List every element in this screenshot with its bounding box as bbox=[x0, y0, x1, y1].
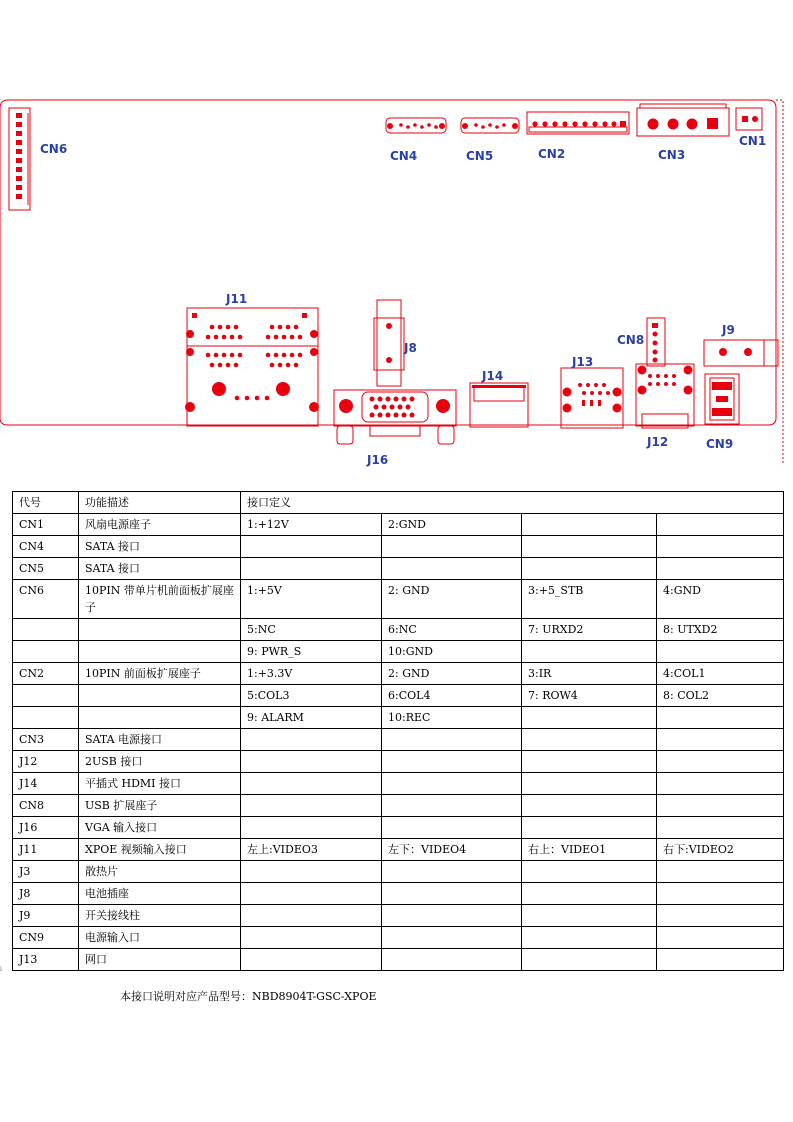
table-cell bbox=[657, 707, 784, 729]
table-cell bbox=[657, 883, 784, 905]
table-cell: J14 bbox=[13, 773, 79, 795]
table-row bbox=[13, 580, 784, 619]
table-cell: 3:IR bbox=[522, 663, 657, 685]
table-cell bbox=[522, 883, 657, 905]
table-cell bbox=[79, 641, 241, 663]
table-cell bbox=[13, 641, 79, 663]
table-cell bbox=[522, 707, 657, 729]
interface-table-body bbox=[13, 492, 784, 971]
table-cell: CN9 bbox=[13, 927, 79, 949]
table-cell bbox=[657, 861, 784, 883]
table-cell bbox=[657, 514, 784, 536]
table-row bbox=[13, 751, 784, 773]
table-header-row bbox=[13, 492, 784, 514]
table-cell: CN2 bbox=[13, 663, 79, 685]
table-cell bbox=[657, 773, 784, 795]
table-cell: 6:COL4 bbox=[382, 685, 522, 707]
table-cell bbox=[522, 927, 657, 949]
table-cell bbox=[13, 707, 79, 729]
table-cell: 5:NC bbox=[241, 619, 382, 641]
label-j16: J16 bbox=[367, 453, 389, 467]
table-cell: 10:REC bbox=[382, 707, 522, 729]
table-cell bbox=[657, 751, 784, 773]
table-cell: CN4 bbox=[13, 536, 79, 558]
table-cell: 10PIN 前面板扩展座子 bbox=[79, 663, 241, 685]
label-j9: J9 bbox=[722, 323, 735, 337]
label-cn6: CN6 bbox=[40, 142, 68, 156]
table-row bbox=[13, 619, 784, 641]
j13-connector bbox=[561, 368, 623, 428]
table-cell bbox=[241, 949, 382, 971]
table-cell: 平插式 HDMI 接口 bbox=[79, 773, 241, 795]
table-cell: 2: GND bbox=[382, 580, 522, 619]
table-row bbox=[13, 641, 784, 663]
table-cell bbox=[522, 751, 657, 773]
table-cell bbox=[13, 619, 79, 641]
table-cell bbox=[382, 883, 522, 905]
table-cell bbox=[657, 729, 784, 751]
table-row bbox=[13, 558, 784, 580]
table-cell: 2:GND bbox=[382, 514, 522, 536]
table-cell: 9: PWR_S bbox=[241, 641, 382, 663]
table-cell bbox=[241, 861, 382, 883]
table-cell: J11 bbox=[13, 839, 79, 861]
j11-connector bbox=[187, 308, 318, 426]
table-cell bbox=[382, 795, 522, 817]
table-cell bbox=[79, 707, 241, 729]
table-cell bbox=[657, 817, 784, 839]
table-cell: 4:GND bbox=[657, 580, 784, 619]
table-cell: 1:+12V bbox=[241, 514, 382, 536]
label-cn8: CN8 bbox=[617, 333, 645, 347]
table-cell bbox=[79, 685, 241, 707]
table-cell: 右下:VIDEO2 bbox=[657, 839, 784, 861]
j8-connector bbox=[377, 300, 401, 386]
table-cell: 电池插座 bbox=[79, 883, 241, 905]
table-cell: 10:GND bbox=[382, 641, 522, 663]
stray-mark: i bbox=[0, 966, 2, 973]
table-cell: 7: ROW4 bbox=[522, 685, 657, 707]
table-cell bbox=[522, 795, 657, 817]
table-cell bbox=[79, 619, 241, 641]
table-cell: 8: UTXD2 bbox=[657, 619, 784, 641]
table-cell: 开关接线柱 bbox=[79, 905, 241, 927]
table-cell bbox=[657, 641, 784, 663]
table-cell: 左下：VIDEO4 bbox=[382, 839, 522, 861]
label-cn1: CN1 bbox=[739, 134, 767, 148]
table-cell bbox=[382, 905, 522, 927]
label-j12: J12 bbox=[647, 435, 669, 449]
table-cell bbox=[241, 927, 382, 949]
table-cell bbox=[522, 514, 657, 536]
table-cell bbox=[382, 817, 522, 839]
table-cell: 5:COL3 bbox=[241, 685, 382, 707]
table-cell: J3 bbox=[13, 861, 79, 883]
table-cell bbox=[522, 773, 657, 795]
table-cell: 电源输入口 bbox=[79, 927, 241, 949]
table-cell: 6:NC bbox=[382, 619, 522, 641]
table-cell bbox=[382, 861, 522, 883]
table-cell: J9 bbox=[13, 905, 79, 927]
table-cell: J12 bbox=[13, 751, 79, 773]
table-cell bbox=[657, 927, 784, 949]
interface-table bbox=[12, 491, 784, 971]
table-row bbox=[13, 817, 784, 839]
cn1-connector bbox=[736, 108, 762, 130]
table-cell: 1:+5V bbox=[241, 580, 382, 619]
table-cell bbox=[241, 729, 382, 751]
label-j8: J8 bbox=[404, 341, 417, 355]
table-cell: CN6 bbox=[13, 580, 79, 619]
table-cell bbox=[522, 817, 657, 839]
pcb-diagram bbox=[0, 0, 793, 470]
table-cell: SATA 电源接口 bbox=[79, 729, 241, 751]
table-cell: USB 扩展座子 bbox=[79, 795, 241, 817]
table-row bbox=[13, 663, 784, 685]
table-row bbox=[13, 536, 784, 558]
table-row bbox=[13, 839, 784, 861]
table-cell: 散热片 bbox=[79, 861, 241, 883]
table-cell bbox=[382, 927, 522, 949]
label-cn9: CN9 bbox=[706, 437, 734, 451]
j14-connector bbox=[470, 383, 528, 427]
table-cell bbox=[241, 751, 382, 773]
table-cell bbox=[241, 536, 382, 558]
table-cell bbox=[657, 905, 784, 927]
table-cell bbox=[522, 536, 657, 558]
table-cell bbox=[382, 729, 522, 751]
table-cell bbox=[241, 905, 382, 927]
table-cell: J16 bbox=[13, 817, 79, 839]
header-function: 功能描述 bbox=[79, 492, 241, 514]
table-cell: 3:+5_STB bbox=[522, 580, 657, 619]
table-cell: CN3 bbox=[13, 729, 79, 751]
table-cell: 右上：VIDEO1 bbox=[522, 839, 657, 861]
table-cell bbox=[382, 751, 522, 773]
table-cell: CN5 bbox=[13, 558, 79, 580]
table-cell bbox=[13, 685, 79, 707]
table-row bbox=[13, 707, 784, 729]
table-cell: 9: ALARM bbox=[241, 707, 382, 729]
table-row bbox=[13, 729, 784, 751]
table-row bbox=[13, 905, 784, 927]
label-cn5: CN5 bbox=[466, 149, 494, 163]
table-row bbox=[13, 861, 784, 883]
table-cell: 风扇电源座子 bbox=[79, 514, 241, 536]
j9-connector bbox=[704, 340, 764, 366]
table-cell bbox=[241, 558, 382, 580]
table-cell bbox=[241, 883, 382, 905]
table-cell: XPOE 视频输入接口 bbox=[79, 839, 241, 861]
table-cell: 2: GND bbox=[382, 663, 522, 685]
table-cell bbox=[522, 949, 657, 971]
table-row bbox=[13, 795, 784, 817]
label-cn3: CN3 bbox=[658, 148, 686, 162]
table-cell: 4:COL1 bbox=[657, 663, 784, 685]
table-cell bbox=[657, 949, 784, 971]
table-cell bbox=[657, 536, 784, 558]
table-cell: CN1 bbox=[13, 514, 79, 536]
table-row bbox=[13, 927, 784, 949]
table-cell bbox=[522, 558, 657, 580]
table-cell bbox=[382, 558, 522, 580]
table-cell bbox=[382, 773, 522, 795]
table-cell: 7: URXD2 bbox=[522, 619, 657, 641]
table-row bbox=[13, 514, 784, 536]
table-cell bbox=[522, 729, 657, 751]
table-row bbox=[13, 883, 784, 905]
label-j13: J13 bbox=[572, 355, 594, 369]
table-cell bbox=[657, 558, 784, 580]
table-cell: 8: COL2 bbox=[657, 685, 784, 707]
table-cell bbox=[241, 817, 382, 839]
label-j14: J14 bbox=[482, 369, 504, 383]
table-cell: 10PIN 带单片机前面板扩展座子 bbox=[79, 580, 241, 619]
table-cell bbox=[522, 905, 657, 927]
table-cell: J13 bbox=[13, 949, 79, 971]
table-cell bbox=[382, 949, 522, 971]
model-caption: 本接口说明对应产品型号：NBD8904T-GSC-XPOE bbox=[120, 990, 377, 1003]
table-row bbox=[13, 949, 784, 971]
table-cell: J8 bbox=[13, 883, 79, 905]
table-cell bbox=[382, 536, 522, 558]
table-cell: VGA 输入接口 bbox=[79, 817, 241, 839]
table-row bbox=[13, 685, 784, 707]
table-row bbox=[13, 773, 784, 795]
table-cell: SATA 接口 bbox=[79, 536, 241, 558]
table-cell: 左上:VIDEO3 bbox=[241, 839, 382, 861]
table-cell bbox=[522, 861, 657, 883]
table-cell bbox=[241, 795, 382, 817]
label-cn4: CN4 bbox=[390, 149, 418, 163]
header-code: 代号 bbox=[13, 492, 79, 514]
table-cell: 网口 bbox=[79, 949, 241, 971]
table-cell bbox=[522, 641, 657, 663]
table-cell bbox=[657, 795, 784, 817]
table-cell: 1:+3.3V bbox=[241, 663, 382, 685]
header-definition: 接口定义 bbox=[241, 492, 784, 514]
table-cell bbox=[241, 773, 382, 795]
label-cn2: CN2 bbox=[538, 147, 566, 161]
label-j11: J11 bbox=[226, 292, 248, 306]
table-cell: 2USB 接口 bbox=[79, 751, 241, 773]
table-cell: SATA 接口 bbox=[79, 558, 241, 580]
pcb-drawing bbox=[0, 0, 793, 470]
table-cell: CN8 bbox=[13, 795, 79, 817]
